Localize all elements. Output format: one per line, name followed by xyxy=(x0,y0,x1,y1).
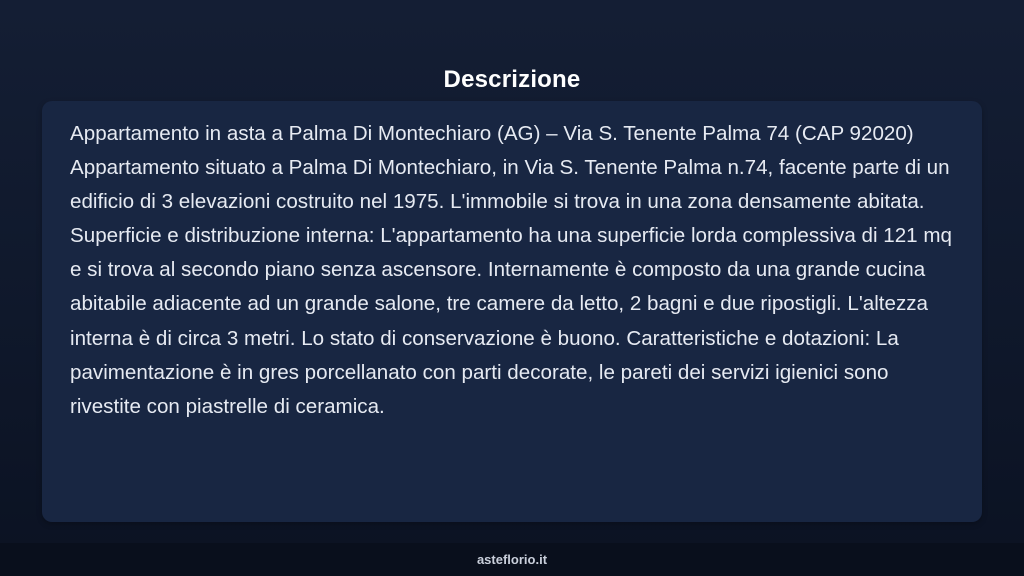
description-card xyxy=(42,101,982,522)
footer-site-label: asteflorio.it xyxy=(476,552,548,567)
section-title: Descrizione xyxy=(443,66,581,94)
footer-bar xyxy=(0,543,1024,576)
description-text: Appartamento in asta a Palma Di Montechiaro (AG) – Via S. Tenente Palma 74 (CAP 92020) Appartamento situato a Palma Di Montechiaro, in Via S. Tenente Palma n.74, facente parte di un edificio di 3 elevazioni costruito nel 1975. L'immobile si trova in una zona densamente abitata. Superficie e distribuzione interna: L'appartamento ha una superficie lorda complessiva di 121 mq e si trova al secondo piano senza ascensore. Internamente è composto da una grande cucina abitabile adiacente ad un grande salone, tre camere da letto, 2 bagni e due ripostigli. L'altezza interna è di circa 3 metri. Lo stato di conservazione è buono. Caratteristiche e dotazioni: La pavimentazione è in gres porcellanato con parti decorate, le pareti dei servizi igienici sono rivestite con piastrelle di ceramica. xyxy=(70,122,952,418)
